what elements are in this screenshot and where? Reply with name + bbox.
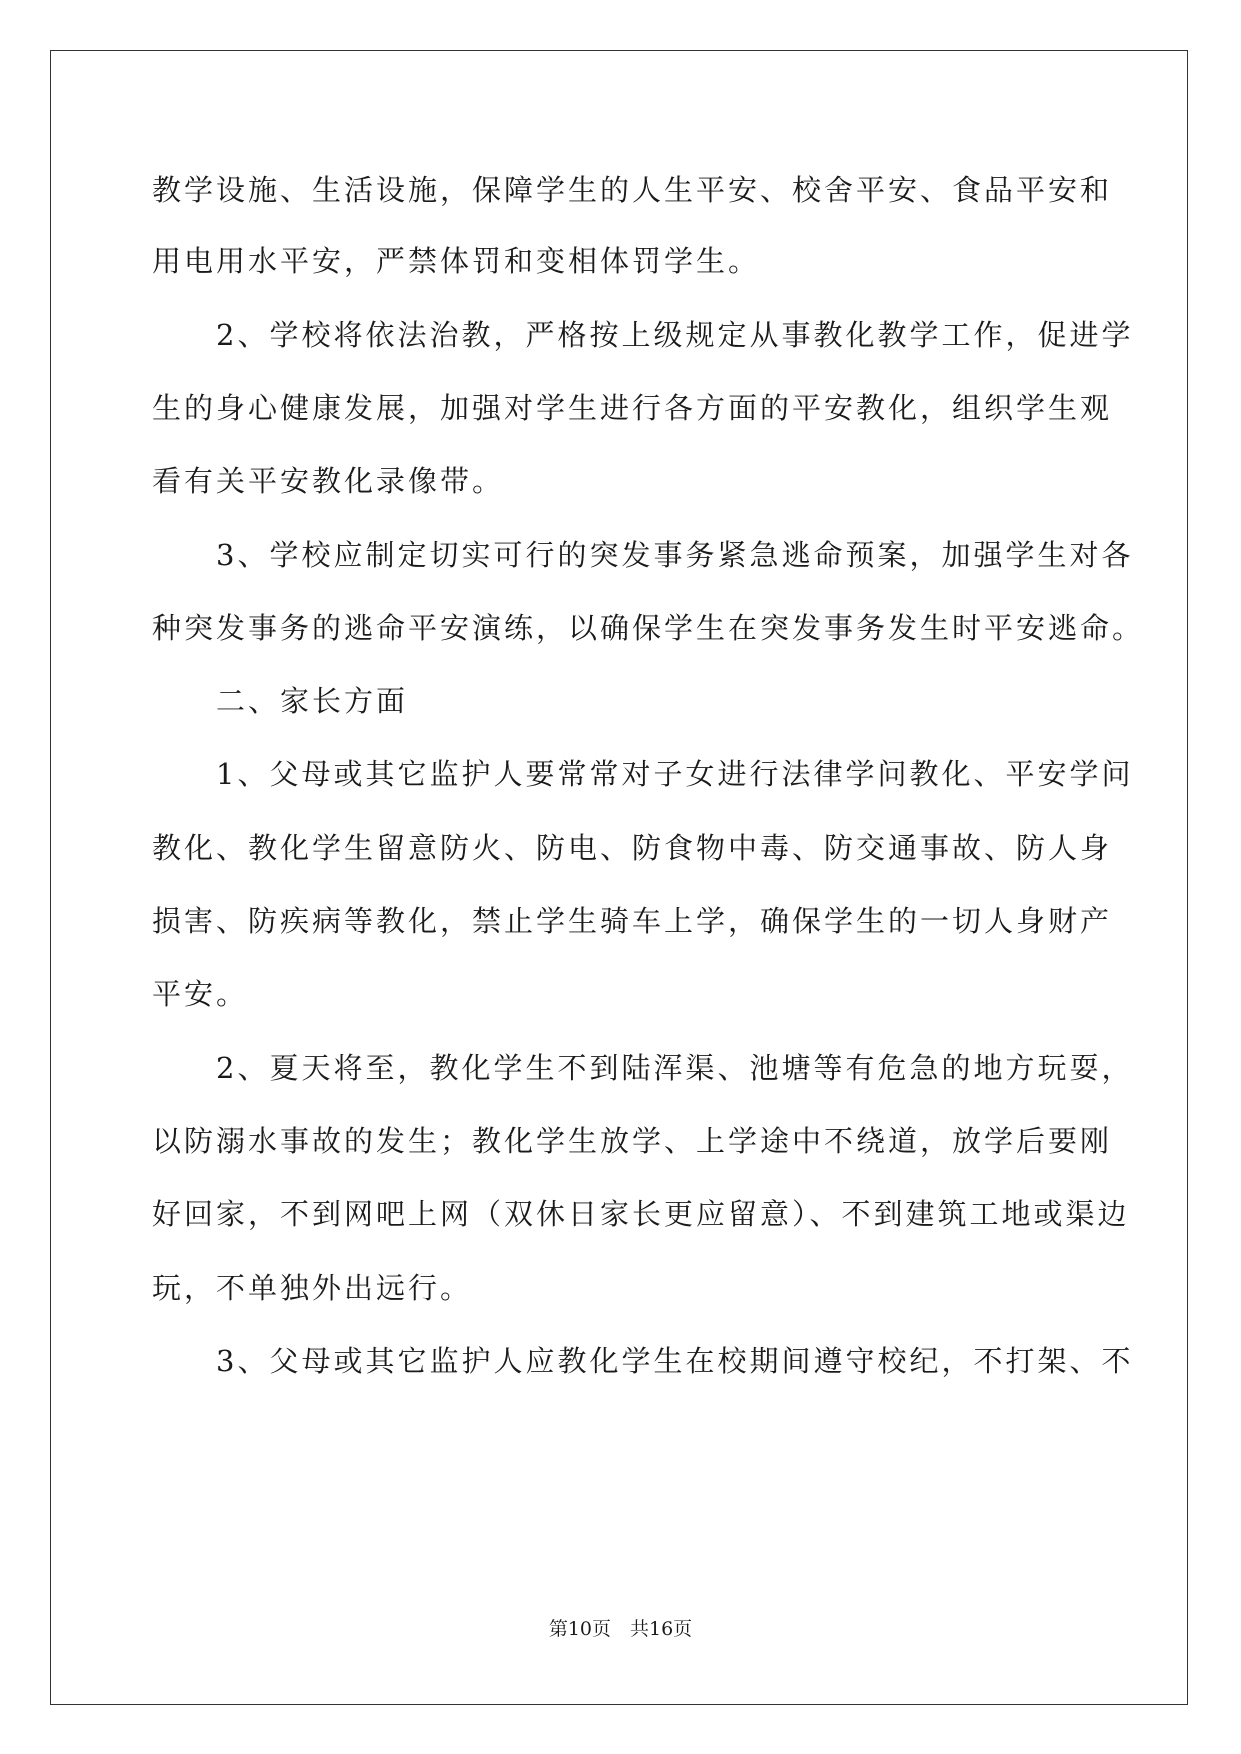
text-line: 以防溺水事故的发生；教化学生放学、上学途中不绕道，放学后要刚	[152, 1124, 1113, 1158]
text-line: 损害、防疾病等教化，禁止学生骑车上学，确保学生的一切人身财产	[152, 904, 1113, 938]
text-line: 2、夏天将至，教化学生不到陆浑渠、池塘等有危急的地方玩耍，	[152, 1051, 1134, 1085]
text-line: 种突发事务的逃命平安演练，以确保学生在突发事务发生时平安逃命。	[152, 611, 1145, 645]
text-line: 用电用水平安，严禁体罚和变相体罚学生。	[152, 244, 761, 278]
text-line: 2、学校将依法治教，严格按上级规定从事教化教学工作，促进学	[152, 318, 1134, 352]
section-heading: 二、家长方面	[152, 684, 409, 718]
page-border	[50, 50, 1188, 1705]
text-line: 教化、教化学生留意防火、防电、防食物中毒、防交通事故、防人身	[152, 831, 1113, 865]
text-line: 生的身心健康发展，加强对学生进行各方面的平安教化，组织学生观	[152, 391, 1113, 425]
text-line: 看有关平安教化录像带。	[152, 464, 505, 498]
text-line: 3、父母或其它监护人应教化学生在校期间遵守校纪，不打架、不	[152, 1344, 1134, 1378]
text-line: 3、学校应制定切实可行的突发事务紧急逃命预案，加强学生对各	[152, 538, 1134, 572]
page-number-footer: 第10页 共16页	[548, 1618, 693, 1640]
text-line: 玩，不单独外出远行。	[152, 1271, 473, 1305]
text-line: 平安。	[152, 977, 249, 1011]
text-line: 好回家，不到网吧上网（双休日家长更应留意）、不到建筑工地或渠边	[152, 1197, 1130, 1231]
text-line: 1、父母或其它监护人要常常对子女进行法律学问教化、平安学问	[152, 757, 1134, 791]
text-line: 教学设施、生活设施，保障学生的人生平安、校舍平安、食品平安和	[152, 173, 1113, 207]
